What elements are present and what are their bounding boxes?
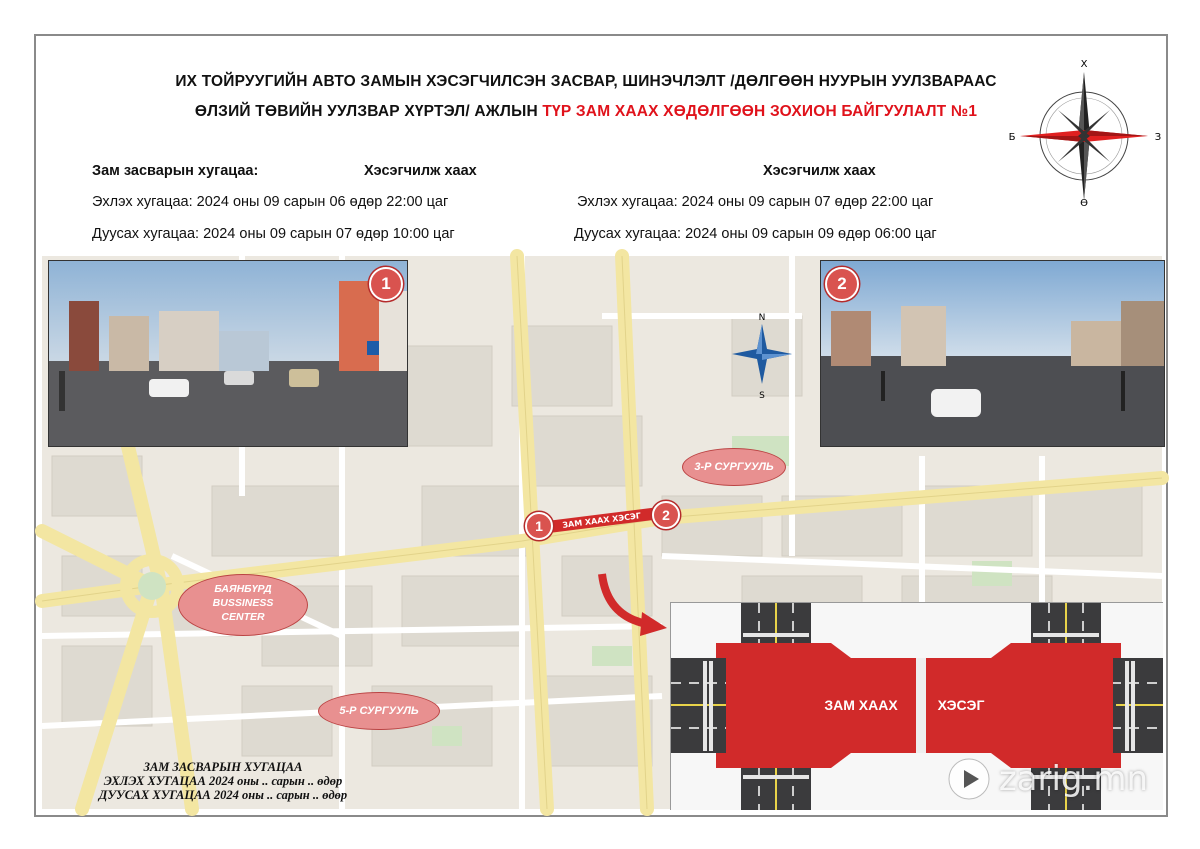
watermark-text: zarig.mn bbox=[998, 759, 1148, 799]
watermark bbox=[947, 757, 1148, 801]
schedule-heading: Зам засварын хугацаа: bbox=[92, 163, 259, 179]
closed-segment-label: ЗАМ ХААХ ХЭСЭГ bbox=[561, 511, 642, 530]
phase2-label: Хэсэгчилж хаах bbox=[763, 163, 876, 179]
street-map bbox=[42, 256, 1162, 809]
title-line-1: ИХ ТОЙРУУГИЙН АВТО ЗАМЫН ХЭСЭГЧИЛСЭН ЗАСВАР, ШИНЭЧЛЭЛТ /ДӨЛГӨӨН НУУРЫН УУЛЗВАРААС bbox=[175, 73, 997, 90]
phase2-start: Эхлэх хугацаа: 2024 оны 09 сарын 07 өдөр 22:00 цаг bbox=[577, 194, 934, 210]
map-compass-north: N bbox=[758, 313, 766, 323]
school-3-label: 3-Р СУРГУУЛЬ bbox=[682, 448, 786, 486]
compass-north-label: Х bbox=[1080, 59, 1088, 70]
map-marker-2: 2 bbox=[652, 501, 680, 529]
photo-2-badge: 2 bbox=[825, 267, 859, 301]
street-photo-2 bbox=[820, 260, 1165, 447]
compass-east-label: З bbox=[1154, 132, 1162, 143]
school-5-label: 5-Р СУРГУУЛЬ bbox=[318, 692, 440, 730]
phase1-start: Эхлэх хугацаа: 2024 оны 09 сарын 06 өдөр 22:00 цаг bbox=[92, 194, 449, 210]
compass-south-label: Ө bbox=[1080, 198, 1088, 209]
inset-label-right: ХЭСЭГ bbox=[937, 697, 985, 713]
legend-line-3: ДУУСАХ ХУГАЦАА 2024 оны .. сарын .. өдөр bbox=[98, 788, 348, 802]
legend-line-1: ЗАМ ЗАСВАРЫН ХУГАЦАА bbox=[143, 760, 303, 774]
phase1-end: Дуусах хугацаа: 2024 оны 09 сарын 07 өдөр 10:00 цаг bbox=[92, 226, 455, 242]
compass-west-label: Б bbox=[1008, 132, 1016, 143]
street-photo-1 bbox=[48, 260, 408, 447]
map-marker-1: 1 bbox=[525, 512, 553, 540]
phase1-label: Хэсэгчилж хаах bbox=[364, 163, 477, 179]
map-legend bbox=[48, 760, 398, 802]
title-line-2 bbox=[36, 103, 1136, 121]
poster-frame bbox=[34, 34, 1168, 817]
inset-label-left: ЗАМ ХААХ bbox=[824, 697, 898, 713]
play-logo-icon bbox=[947, 757, 991, 801]
bayanburd-business-center-label: БАЯНБҮРД BUSSINESS CENTER bbox=[178, 574, 308, 636]
title-line-2-main: ӨЛЗИЙ ТӨВИЙН УУЛЗВАР ХҮРТЭЛ/ АЖЛЫН bbox=[194, 103, 543, 120]
compass-rose-icon bbox=[1008, 56, 1166, 209]
map-compass-south: S bbox=[759, 391, 765, 401]
phase2-end: Дуусах хугацаа: 2024 оны 09 сарын 09 өдөр 06:00 цаг bbox=[574, 226, 937, 242]
photo-1-badge: 1 bbox=[369, 267, 403, 301]
legend-line-2: ЭХЛЭХ ХУГАЦАА 2024 оны .. сарын .. өдөр bbox=[103, 774, 343, 788]
title-line-2-highlight: ТҮР ЗАМ ХААХ ХӨДӨЛГӨӨН ЗОХИОН БАЙГУУЛАЛТ №1 bbox=[542, 103, 978, 120]
